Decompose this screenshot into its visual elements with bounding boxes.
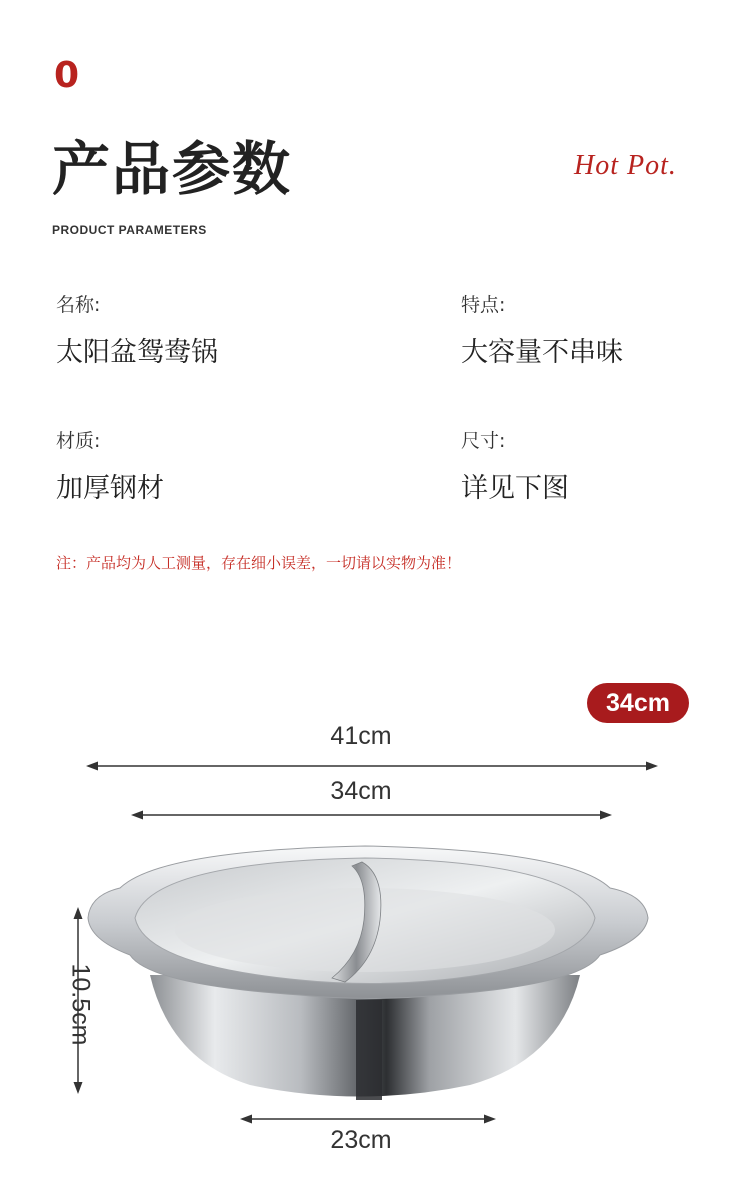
param-name-label: 名称: [56, 294, 101, 316]
bottom-width-label: 23cm [330, 1126, 392, 1154]
param-material-label: 材质: [56, 430, 101, 452]
inner-width-label: 34cm [330, 777, 392, 805]
page-subtitle: PRODUCT PARAMETERS [52, 223, 207, 237]
param-feature-label: 特点: [461, 294, 506, 316]
param-size-label: 尺寸: [461, 430, 506, 452]
section-number: 0 [54, 55, 81, 96]
measurement-note: 注：产品均为人工测量，存在细小误差，一切请以实物为准！ [56, 554, 462, 572]
height-label: 10.5cm [66, 963, 95, 1046]
param-name-value: 太阳盆鸳鸯锅 [56, 337, 218, 368]
param-material-value: 加厚钢材 [56, 473, 164, 504]
hot-pot-script-logo: Hot Pot. [574, 150, 677, 181]
param-feature-value: 大容量不串味 [461, 337, 623, 368]
outer-width-label: 41cm [330, 722, 392, 750]
param-size-value: 详见下图 [461, 473, 569, 504]
page-title: 产品参数 [52, 135, 293, 203]
size-badge: 34cm [587, 683, 689, 723]
hot-pot-illustration [88, 846, 648, 1100]
